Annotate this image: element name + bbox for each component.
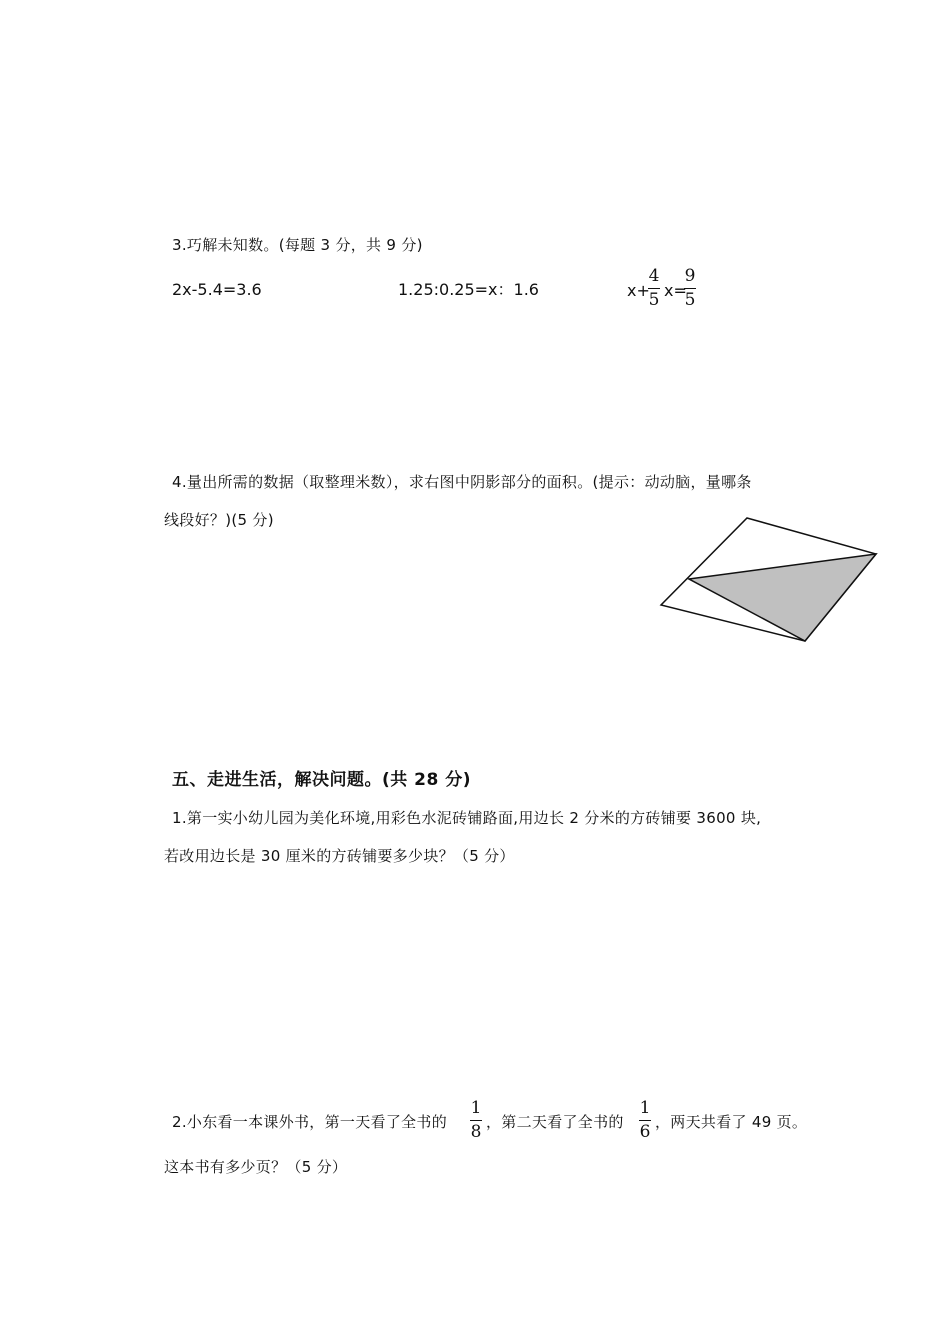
s5-p2-line-2: 这本书有多少页？（5 分） xyxy=(164,1158,348,1176)
s5-p2-part-b: ，第二天看了全书的 xyxy=(486,1113,624,1131)
q3-equation-2: 1.25:0.25=x：1.6 xyxy=(398,280,539,299)
s5-p2-fraction-1-denominator: 8 xyxy=(470,1122,482,1142)
s5-p2-part-c: ，两天共看了 49 页。 xyxy=(655,1113,808,1131)
eq3-mid: x= xyxy=(664,281,687,300)
eq3-fraction-2-denominator: 5 xyxy=(684,290,696,310)
s5-p1-line-2: 若改用边长是 30 厘米的方砖铺要多少块？（5 分） xyxy=(164,847,515,865)
s5-p2-part-a: 2.小东看一本课外书，第一天看了全书的 xyxy=(172,1113,448,1131)
s5-p1-line-1: 1.第一实小幼儿园为美化环境,用彩色水泥砖铺路面,用边长 2 分米的方砖铺要 3600 块, xyxy=(172,809,762,827)
q4-line-1: 4.量出所需的数据（取整理米数），求右图中阴影部分的面积。(提示：动动脑，量哪条 xyxy=(172,473,752,491)
s5-p2-fraction-2-denominator: 6 xyxy=(639,1122,651,1142)
s5-p2-fraction-2-numerator: 1 xyxy=(639,1098,651,1118)
eq3-fraction-1-denominator: 5 xyxy=(648,290,660,310)
s5-p2-fraction-1 xyxy=(470,1100,482,1141)
shaded-triangle xyxy=(689,554,876,641)
s5-p2-fraction-1-numerator: 1 xyxy=(470,1098,482,1118)
q3-equation-1: 2x-5.4=3.6 xyxy=(172,280,262,299)
eq3-prefix: x+ xyxy=(627,281,650,300)
section-5-heading: 五、走进生活，解决问题。(共 28 分) xyxy=(172,770,472,790)
q3-title: 3.巧解未知数。(每题 3 分，共 9 分) xyxy=(172,236,423,254)
eq3-fraction-1-numerator: 4 xyxy=(648,266,660,286)
s5-p2-fraction-2 xyxy=(639,1100,651,1141)
eq3-fraction-2-numerator: 9 xyxy=(684,266,696,286)
q4-line-2: 线段好？)(5 分) xyxy=(164,511,274,529)
